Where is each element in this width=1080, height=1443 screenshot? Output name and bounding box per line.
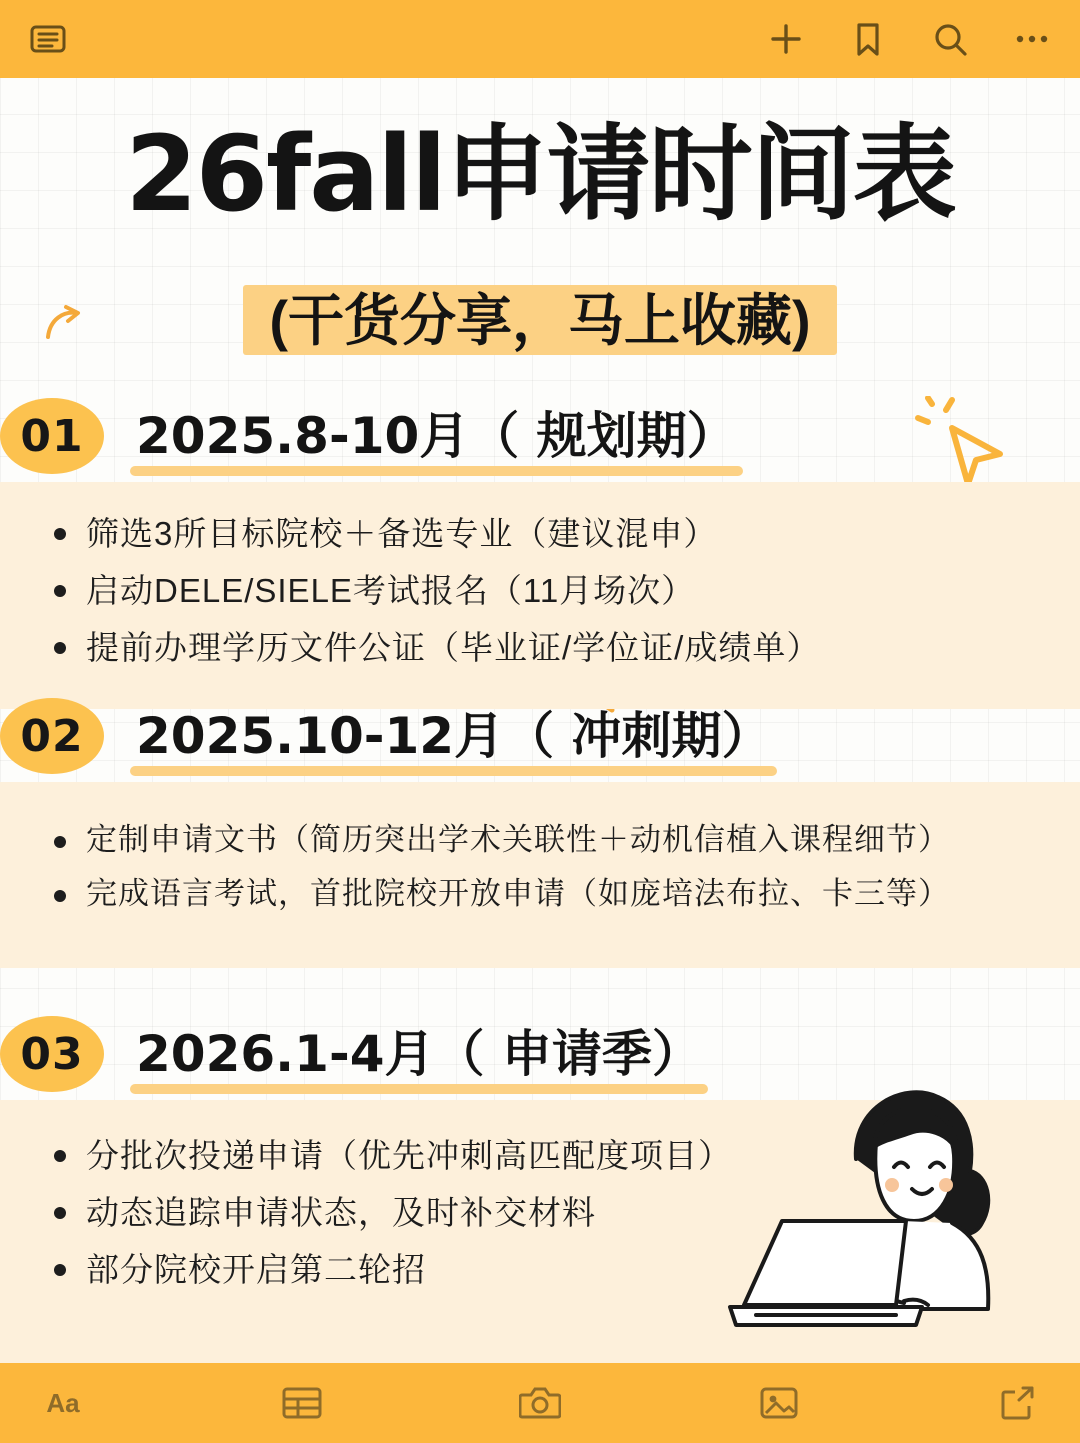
section-01-title-text: 2025.8-10月（ 规划期） [136, 407, 737, 465]
page-title: 26fall申请时间表 [125, 113, 955, 235]
top-toolbar-actions [766, 19, 1052, 59]
poster-content [0, 78, 1080, 1363]
section-02-title-text: 2025.10-12月（ 冲刺期） [136, 707, 772, 765]
text-format-button[interactable]: Aa [46, 1387, 80, 1418]
subtitle-row [0, 273, 1080, 361]
list-item-text: 部分院校开启第二轮招 [86, 1251, 426, 1289]
bullet-dot [54, 1264, 66, 1276]
section-02-body [0, 782, 1080, 968]
section-01 [0, 390, 1080, 709]
section-03-title [130, 1014, 708, 1094]
list-item [42, 622, 1046, 673]
list-item [42, 816, 1046, 864]
section-01-title [130, 396, 743, 476]
section-01-badge: 01 [0, 398, 104, 474]
list-item [42, 870, 1046, 918]
more-icon[interactable] [1012, 19, 1052, 59]
list-item-text: 提前办理学历文件公证（毕业证/学位证/成绩单） [86, 629, 821, 667]
bullet-dot [54, 585, 66, 597]
menu-icon[interactable] [28, 19, 68, 59]
section-02-title [130, 696, 777, 776]
subtitle-text: (干货分享，马上收藏) [269, 289, 811, 352]
section-01-header [0, 390, 1080, 482]
bookmark-icon[interactable] [848, 19, 888, 59]
spark-icon [30, 293, 100, 368]
bullet-dot [54, 890, 66, 902]
bottom-toolbar [0, 1363, 1080, 1443]
list-item-text: 筛选3所目标院校＋备选专业（建议混申） [86, 515, 718, 552]
bullet-dot [54, 528, 66, 540]
bullet-dot [54, 836, 66, 848]
section-02-underline [130, 766, 777, 776]
bullet-dot [54, 642, 66, 654]
section-01-body [0, 482, 1080, 709]
export-icon[interactable] [996, 1382, 1038, 1424]
list-item-text: 启动DELE/SIELE考试报名（11月场次） [86, 572, 696, 610]
list-item [42, 565, 1046, 616]
plus-icon[interactable] [766, 19, 806, 59]
section-03-title-text: 2026.1-4月（ 申请季） [136, 1025, 702, 1083]
list-item-text: 分批次投递申请（优先冲刺高匹配度项目） [86, 1137, 732, 1174]
list-item-text: 动态追踪申请状态，及时补交材料 [86, 1194, 596, 1232]
bullet-dot [54, 1207, 66, 1219]
list-item [42, 508, 1046, 559]
section-03-badge: 03 [0, 1016, 104, 1092]
bullet-dot [54, 1150, 66, 1162]
section-02 [0, 690, 1080, 968]
list-item-text: 完成语言考试，首批院校开放申请（如庞培法布拉、卡三等） [86, 876, 950, 912]
top-toolbar [0, 0, 1080, 78]
section-02-header [0, 690, 1080, 782]
camera-icon[interactable] [519, 1382, 561, 1424]
search-icon[interactable] [930, 19, 970, 59]
section-01-underline [130, 466, 743, 476]
girl-with-laptop-illustration [726, 1063, 1056, 1363]
section-03-underline [130, 1084, 708, 1094]
page-subtitle [243, 273, 836, 361]
table-icon[interactable] [281, 1382, 323, 1424]
image-icon[interactable] [758, 1382, 800, 1424]
list-item-text: 定制申请文书（简历突出学术关联性＋动机信植入课程细节） [86, 822, 950, 857]
section-02-badge: 02 [0, 698, 104, 774]
